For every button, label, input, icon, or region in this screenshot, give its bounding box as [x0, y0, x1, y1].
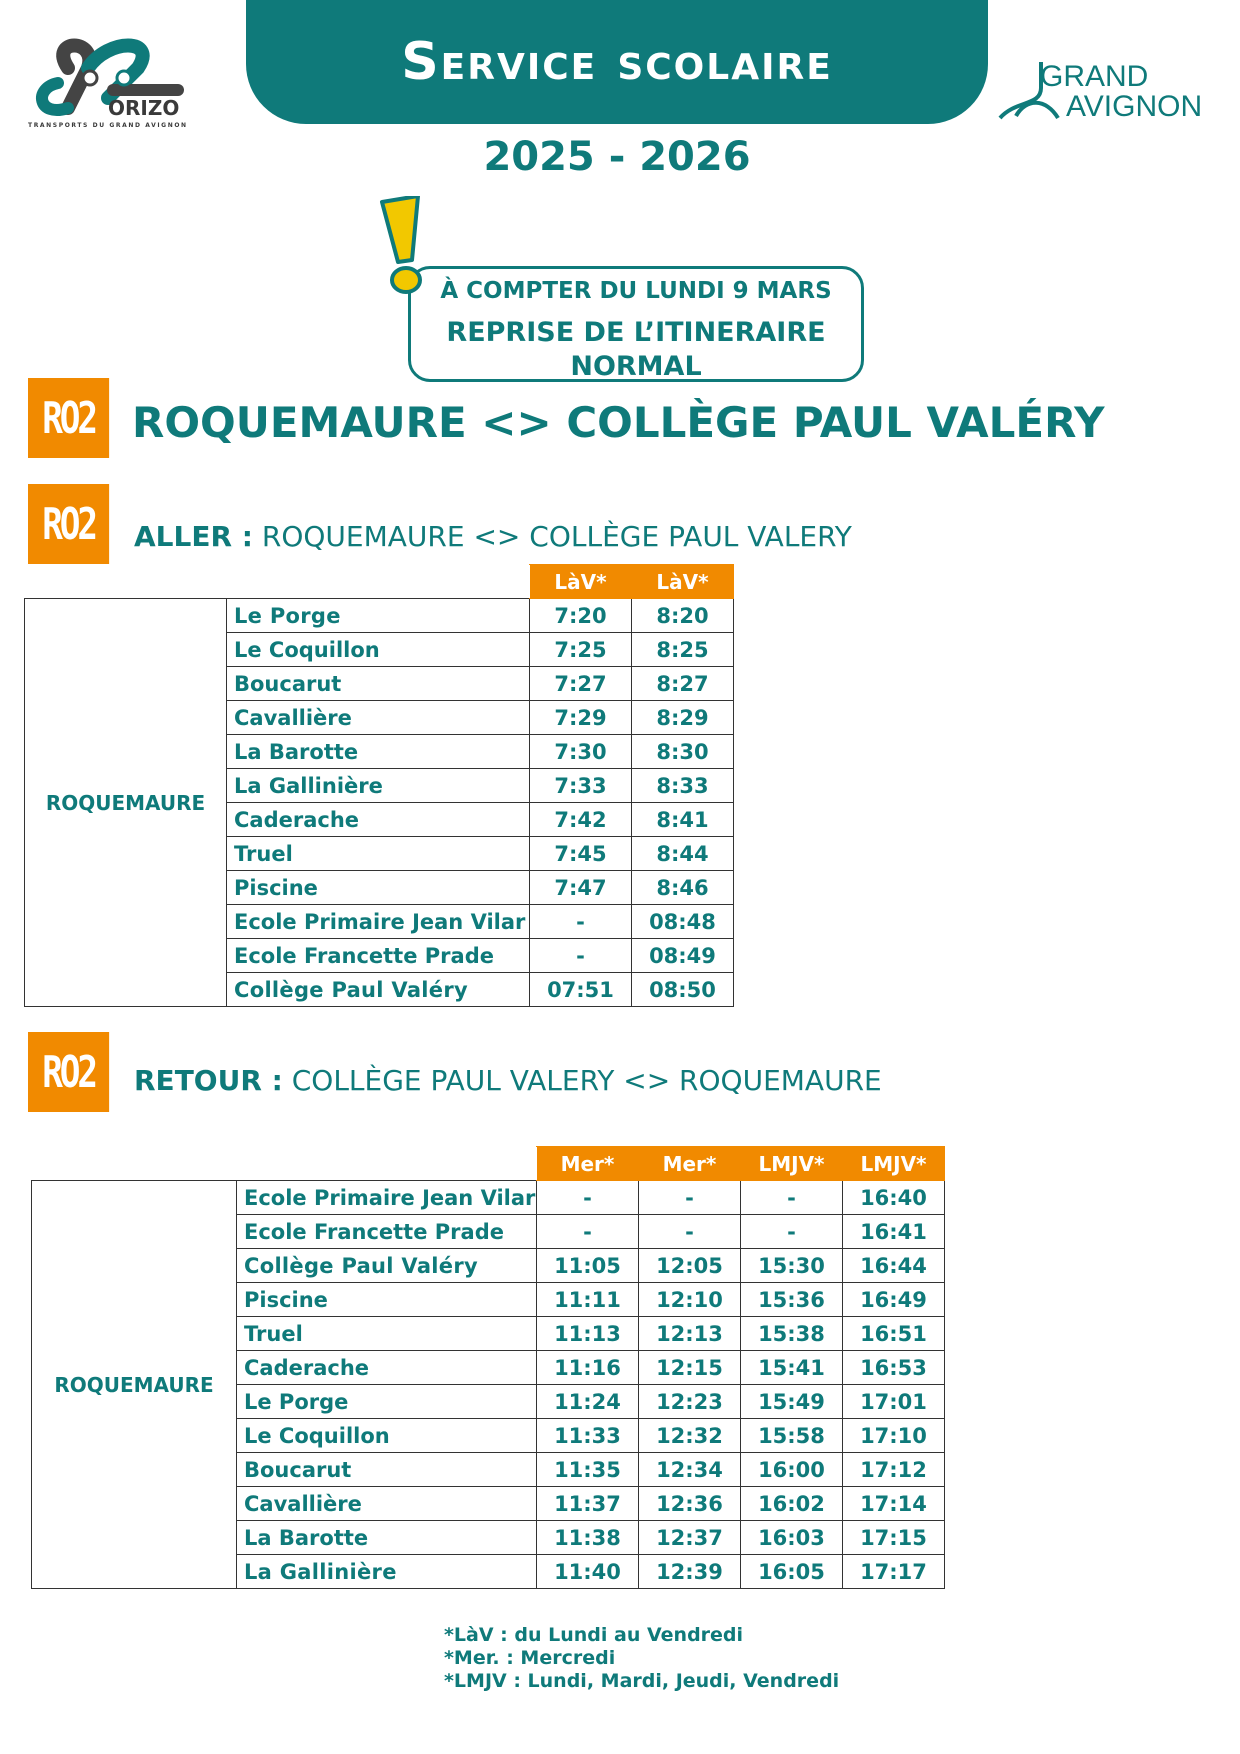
school-year: 2025 - 2026 — [483, 134, 751, 180]
time-cell: 7:30 — [530, 735, 632, 769]
stop-name: Ecole Primaire Jean Vilar — [237, 1181, 537, 1215]
stop-name: Ecole Francette Prade — [227, 939, 530, 973]
retour-section-title — [134, 1064, 882, 1097]
time-cell: 15:41 — [741, 1351, 843, 1385]
header-banner — [246, 0, 988, 124]
retour-timetable — [31, 1146, 945, 1589]
time-cell: 7:25 — [530, 633, 632, 667]
aller-line-badge: RO2 — [28, 484, 109, 564]
time-cell: 11:37 — [537, 1487, 639, 1521]
stop-name: Le Porge — [227, 599, 530, 633]
time-cell: 12:39 — [639, 1555, 741, 1589]
orizo-subtitle: TRANSPORTS DU GRAND AVIGNON — [28, 122, 188, 129]
time-cell: 08:50 — [632, 973, 734, 1007]
time-cell: - — [537, 1215, 639, 1249]
time-cell: - — [741, 1215, 843, 1249]
footnote-lmjv: *LMJV : Lundi, Mardi, Jeudi, Vendredi — [444, 1670, 840, 1692]
time-cell: 16:41 — [843, 1215, 945, 1249]
time-cell: 11:11 — [537, 1283, 639, 1317]
stop-name: Collège Paul Valéry — [237, 1249, 537, 1283]
time-cell: 7:29 — [530, 701, 632, 735]
stop-name: Truel — [227, 837, 530, 871]
footnote-lav: *LàV : du Lundi au Vendredi — [444, 1624, 744, 1646]
time-cell: 16:44 — [843, 1249, 945, 1283]
time-cell: 11:05 — [537, 1249, 639, 1283]
time-cell: 7:42 — [530, 803, 632, 837]
exclamation-icon — [378, 196, 448, 296]
retour-column-header: LMJV* — [741, 1147, 843, 1181]
time-cell: 17:01 — [843, 1385, 945, 1419]
stop-name: La Gallinière — [237, 1555, 537, 1589]
time-cell: 11:38 — [537, 1521, 639, 1555]
stop-name: Le Coquillon — [227, 633, 530, 667]
time-cell: 17:15 — [843, 1521, 945, 1555]
notice-box — [408, 266, 864, 382]
stop-name: Cavallière — [227, 701, 530, 735]
aller-timetable — [24, 564, 734, 1007]
time-cell: 15:38 — [741, 1317, 843, 1351]
stop-name: Ecole Primaire Jean Vilar — [227, 905, 530, 939]
time-cell: 17:17 — [843, 1555, 945, 1589]
time-cell: 12:36 — [639, 1487, 741, 1521]
time-cell: 8:29 — [632, 701, 734, 735]
time-cell: 11:35 — [537, 1453, 639, 1487]
time-cell: 11:40 — [537, 1555, 639, 1589]
aller-direction: ROQUEMAURE <> COLLÈGE PAUL VALERY — [253, 520, 852, 553]
time-cell: - — [530, 905, 632, 939]
time-cell: 8:20 — [632, 599, 734, 633]
time-cell: 12:37 — [639, 1521, 741, 1555]
time-cell: - — [537, 1181, 639, 1215]
time-cell: 16:02 — [741, 1487, 843, 1521]
aller-column-header: LàV* — [632, 565, 734, 599]
stop-name: La Barotte — [237, 1521, 537, 1555]
table-row — [25, 599, 734, 633]
retour-column-header: Mer* — [537, 1147, 639, 1181]
time-cell: - — [639, 1181, 741, 1215]
line-badge: RO2 — [28, 378, 109, 458]
time-cell: 11:16 — [537, 1351, 639, 1385]
time-cell: - — [639, 1215, 741, 1249]
time-cell: - — [530, 939, 632, 973]
aller-label: ALLER : — [134, 520, 253, 553]
notice-message: REPRISE DE L’ITINERAIRE NORMAL — [446, 317, 826, 382]
retour-direction: COLLÈGE PAUL VALERY <> ROQUEMAURE — [282, 1064, 882, 1097]
time-cell: 15:58 — [741, 1419, 843, 1453]
stop-name: Le Porge — [237, 1385, 537, 1419]
aller-section-title — [134, 520, 852, 553]
time-cell: 8:33 — [632, 769, 734, 803]
table-row — [32, 1181, 945, 1215]
time-cell: 12:05 — [639, 1249, 741, 1283]
time-cell: 16:05 — [741, 1555, 843, 1589]
commune-cell: ROQUEMAURE — [32, 1181, 237, 1589]
time-cell: 07:51 — [530, 973, 632, 1007]
time-cell: 7:33 — [530, 769, 632, 803]
time-cell: 8:25 — [632, 633, 734, 667]
page-title: Service scolaire — [401, 32, 833, 92]
time-cell: 12:34 — [639, 1453, 741, 1487]
stop-name: Piscine — [227, 871, 530, 905]
retour-label: RETOUR : — [134, 1064, 283, 1097]
time-cell: 16:03 — [741, 1521, 843, 1555]
time-cell: 16:51 — [843, 1317, 945, 1351]
time-cell: 8:27 — [632, 667, 734, 701]
time-cell: 12:15 — [639, 1351, 741, 1385]
footnote-mer: *Mer. : Mercredi — [444, 1647, 616, 1669]
time-cell: 16:49 — [843, 1283, 945, 1317]
stop-name: Collège Paul Valéry — [227, 973, 530, 1007]
time-cell: 08:49 — [632, 939, 734, 973]
time-cell: - — [741, 1181, 843, 1215]
commune-cell: ROQUEMAURE — [25, 599, 227, 1007]
time-cell: 15:49 — [741, 1385, 843, 1419]
time-cell: 7:47 — [530, 871, 632, 905]
retour-line-badge: RO2 — [28, 1032, 109, 1112]
time-cell: 12:10 — [639, 1283, 741, 1317]
time-cell: 11:33 — [537, 1419, 639, 1453]
time-cell: 11:13 — [537, 1317, 639, 1351]
time-cell: 11:24 — [537, 1385, 639, 1419]
time-cell: 8:46 — [632, 871, 734, 905]
stop-name: La Barotte — [227, 735, 530, 769]
stop-name: Cavallière — [237, 1487, 537, 1521]
retour-column-header: LMJV* — [843, 1147, 945, 1181]
time-cell: 7:20 — [530, 599, 632, 633]
time-cell: 12:32 — [639, 1419, 741, 1453]
retour-column-header: Mer* — [639, 1147, 741, 1181]
time-cell: 16:53 — [843, 1351, 945, 1385]
time-cell: 7:45 — [530, 837, 632, 871]
time-cell: 8:30 — [632, 735, 734, 769]
time-cell: 16:40 — [843, 1181, 945, 1215]
time-cell: 12:13 — [639, 1317, 741, 1351]
stop-name: Truel — [237, 1317, 537, 1351]
time-cell: 17:10 — [843, 1419, 945, 1453]
stop-name: Ecole Francette Prade — [237, 1215, 537, 1249]
route-title: ROQUEMAURE <> COLLÈGE PAUL VALÉRY — [132, 398, 1105, 447]
stop-name: Boucarut — [237, 1453, 537, 1487]
time-cell: 12:23 — [639, 1385, 741, 1419]
grand-avignon-line1: GRAND — [1040, 60, 1149, 93]
time-cell: 17:12 — [843, 1453, 945, 1487]
aller-column-header: LàV* — [530, 565, 632, 599]
stop-name: Piscine — [237, 1283, 537, 1317]
stop-name: Caderache — [237, 1351, 537, 1385]
stop-name: Le Coquillon — [237, 1419, 537, 1453]
grand-avignon-line2: AVIGNON — [1066, 90, 1203, 123]
stop-name: Boucarut — [227, 667, 530, 701]
notice-date: À COMPTER DU LUNDI 9 MARS — [440, 278, 832, 304]
time-cell: 08:48 — [632, 905, 734, 939]
time-cell: 15:30 — [741, 1249, 843, 1283]
time-cell: 17:14 — [843, 1487, 945, 1521]
stop-name: Caderache — [227, 803, 530, 837]
time-cell: 8:41 — [632, 803, 734, 837]
orizo-name: ORIZO — [108, 96, 180, 120]
time-cell: 7:27 — [530, 667, 632, 701]
time-cell: 16:00 — [741, 1453, 843, 1487]
time-cell: 8:44 — [632, 837, 734, 871]
stop-name: La Gallinière — [227, 769, 530, 803]
time-cell: 15:36 — [741, 1283, 843, 1317]
